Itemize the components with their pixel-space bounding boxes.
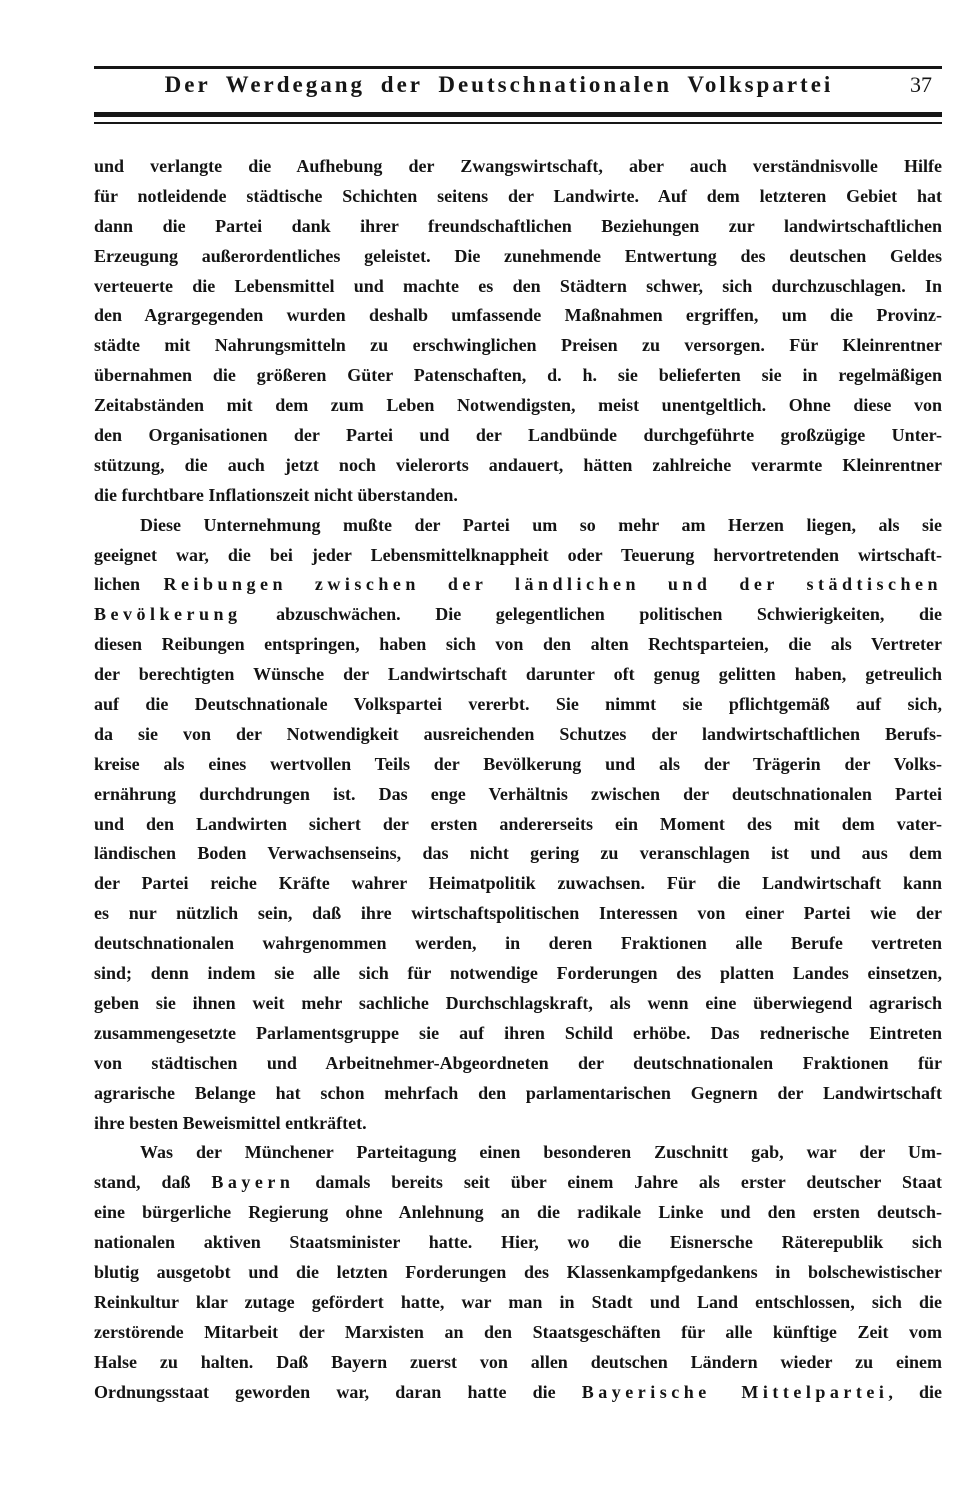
text-segment: den Organisationen der Partei und der Landbünde durchgeführte großzügige Unter- <box>94 425 942 446</box>
text-line <box>94 511 942 541</box>
text-line <box>94 780 942 810</box>
text-segment: Diese Unternehmung mußte der Partei um so mehr am Herzen liegen, als sie <box>140 514 942 535</box>
text-segment: agrarische Belange hat schon mehrfach den parlamentarischen Gegnern der Landwirtschaft <box>94 1082 942 1103</box>
text-segment: für notleidende städtische Schichten seitens der Landwirte. Auf dem letzteren Gebiet hat <box>94 185 942 206</box>
text-segment: abzuschwächen. Die gelegentlichen politischen Schwierigkeiten, die <box>241 604 942 625</box>
text-segment: Zeitabständen mit dem zum Leben Notwendigsten, meist unentgeltlich. Ohne diese von <box>94 395 942 416</box>
text-line <box>94 331 942 361</box>
header-rule-thin <box>94 122 942 124</box>
text-segment: geeignet war, die bei jeder Lebensmittelknappheit oder Teuerung hervortretenden wirtschaft- <box>94 544 942 565</box>
text-segment: städte mit Nahrungsmitteln zu erschwinglichen Preisen zu versorgen. Für Kleinrentner <box>94 335 942 356</box>
text-line <box>94 1228 942 1258</box>
text-line <box>94 1019 942 1049</box>
header-rule-thick <box>94 112 942 117</box>
text-segment: stützung, die auch jetzt noch vielerorts andauert, hätten zahlreiche verarmte Kleinrentner <box>94 454 942 475</box>
text-line <box>94 869 942 899</box>
text-line <box>94 600 942 630</box>
text-segment: zusammengesetzte Parlamentsgruppe sie auf ihren Schild erhöbe. Das rednerische Eintreten <box>94 1022 942 1043</box>
text-line <box>94 630 942 660</box>
text-line <box>94 690 942 720</box>
text-segment: ländischen Boden Verwachsenseins, das nicht gering zu veranschlagen ist und aus dem <box>94 843 942 864</box>
text-segment: Was der Münchener Parteitagung einen besonderen Zuschnitt gab, war der Um- <box>140 1142 942 1163</box>
text-segment: von städtischen und Arbeitnehmer-Abgeordneten der deutschnationalen Fraktionen für <box>94 1052 942 1073</box>
text-line <box>94 391 942 421</box>
text-line <box>94 152 942 182</box>
text-segment: die furchtbare Inflationszeit nicht überstanden. <box>94 484 458 505</box>
text-line <box>94 1258 942 1288</box>
text-segment: blutig ausgetobt und die letzten Forderungen des Klassenkampfgedankens in bolschewistischer <box>94 1261 942 1282</box>
text-line <box>94 481 942 511</box>
text-segment: eine bürgerliche Regierung ohne Anlehnung an die radikale Linke und den ersten deutsch- <box>94 1202 942 1223</box>
text-line <box>94 810 942 840</box>
text-segment: den Agrargegenden wurden deshalb umfassende Maßnahmen ergriffen, um die Provinz- <box>94 305 942 326</box>
text-line <box>94 1198 942 1228</box>
text-line <box>94 301 942 331</box>
header-top-rule <box>94 66 942 69</box>
text-segment: verteuerte die Lebensmittel und machte es den Städtern schwer, sich durchzuschlagen. In <box>94 275 942 296</box>
text-segment: und verlangte die Aufhebung der Zwangswirtschaft, aber auch verständnisvolle Hilfe <box>94 156 942 176</box>
text-line <box>94 1138 942 1168</box>
text-segment: sind; denn indem sie alle sich für notwendige Forderungen des platten Landes einsetzen, <box>94 963 942 984</box>
text-line <box>94 541 942 571</box>
text-line <box>94 451 942 481</box>
text-line <box>94 929 942 959</box>
text-line <box>94 989 942 1019</box>
text-segment: deutschnationalen wahrgenommen werden, in deren Fraktionen alle Berufe vertreten <box>94 933 942 954</box>
spaced-emphasis-text: Reibungen zwischen der ländlichen und der städtischen <box>163 574 942 595</box>
text-segment: damals bereits seit über einem Jahre als erster deutscher Staat <box>294 1172 942 1193</box>
text-line <box>94 720 942 750</box>
text-segment: Reinkultur klar zutage gefördert hatte, war man in Stadt und Land entschlossen, sich die <box>94 1291 942 1312</box>
text-line <box>94 1049 942 1079</box>
text-line <box>94 421 942 451</box>
text-segment: ihre besten Beweismittel entkräftet. <box>94 1112 367 1133</box>
text-line <box>94 1318 942 1348</box>
body-text <box>94 152 942 1407</box>
text-line <box>94 660 942 690</box>
text-segment: kreise als eines wertvollen Teils der Bevölkerung und als der Trägerin der Volks- <box>94 753 942 774</box>
paragraph <box>94 152 942 511</box>
text-line <box>94 959 942 989</box>
text-line <box>94 1079 942 1109</box>
text-line <box>94 182 942 212</box>
text-segment: , die <box>888 1381 942 1402</box>
text-segment: ernährung durchdrungen ist. Das enge Verhältnis zwischen der deutschnationalen Partei <box>94 783 942 804</box>
text-line <box>94 242 942 272</box>
text-line <box>94 212 942 242</box>
paragraph <box>94 511 942 1139</box>
text-line <box>94 570 942 600</box>
text-line <box>94 1288 942 1318</box>
text-segment: diesen Reibungen entspringen, haben sich von den alten Rechtsparteien, die als Vertreter <box>94 634 942 655</box>
running-title: Der Werdegang der Deutschnationalen Volkspartei <box>164 72 834 97</box>
paragraph <box>94 1138 942 1407</box>
text-line <box>94 361 942 391</box>
text-line <box>94 1168 942 1198</box>
spaced-emphasis-text: Bayerische Mittelpartei <box>581 1381 889 1402</box>
text-segment: und den Landwirten sichert der ersten andererseits ein Moment des mit dem vater- <box>94 813 942 834</box>
page-header <box>94 72 942 110</box>
text-segment: der Partei reiche Kräfte wahrer Heimatpolitik zuwachsen. Für die Landwirtschaft kann <box>94 873 942 894</box>
text-segment: Halse zu halten. Daß Bayern zuerst von allen deutschen Ländern wieder zu einem <box>94 1351 942 1372</box>
text-line <box>94 839 942 869</box>
text-segment: geben sie ihnen weit mehr sachliche Durchschlagskraft, als wenn eine überwiegend agrarisch <box>94 992 942 1013</box>
text-segment: da sie von der Notwendigkeit ausreichenden Schutzes der landwirtschaftlichen Berufs- <box>94 723 942 744</box>
text-segment: Ordnungsstaat geworden war, daran hatte die <box>94 1381 582 1402</box>
text-segment: zerstörende Mitarbeit der Marxisten an den Staatsgeschäften für alle künftige Zeit vom <box>94 1321 942 1342</box>
text-line <box>94 1378 942 1408</box>
text-line <box>94 1109 942 1139</box>
text-segment: es nur nützlich sein, daß ihre wirtschaftspolitischen Interessen von einer Partei wie der <box>94 903 942 924</box>
text-segment: stand, daß <box>94 1172 212 1193</box>
text-segment: auf die Deutschnationale Volkspartei vererbt. Sie nimmt sie pflichtgemäß auf sich, <box>94 694 942 715</box>
text-line <box>94 899 942 929</box>
spaced-emphasis-text: Bayern <box>211 1172 295 1193</box>
text-segment: Erzeugung außerordentliches geleistet. Die zunehmende Entwertung des deutschen Geldes <box>94 245 942 266</box>
text-segment: dann die Partei dank ihrer freundschaftlichen Beziehungen zur landwirtschaftlichen <box>94 215 942 236</box>
text-segment: übernahmen die größeren Güter Patenschaften, d. h. sie belieferten sie in regelmäßigen <box>94 365 942 386</box>
text-line <box>94 1348 942 1378</box>
text-line <box>94 272 942 302</box>
spaced-emphasis-text: Bevölkerung <box>94 604 242 625</box>
text-line <box>94 750 942 780</box>
text-segment: der berechtigten Wünsche der Landwirtschaft darunter oft genug gelitten haben, getreulich <box>94 664 942 685</box>
text-segment: lichen <box>94 574 164 595</box>
page-number: 37 <box>910 72 932 97</box>
text-segment: nationalen aktiven Staatsminister hatte. Hier, wo die Eisnersche Räterepublik sich <box>94 1232 942 1253</box>
